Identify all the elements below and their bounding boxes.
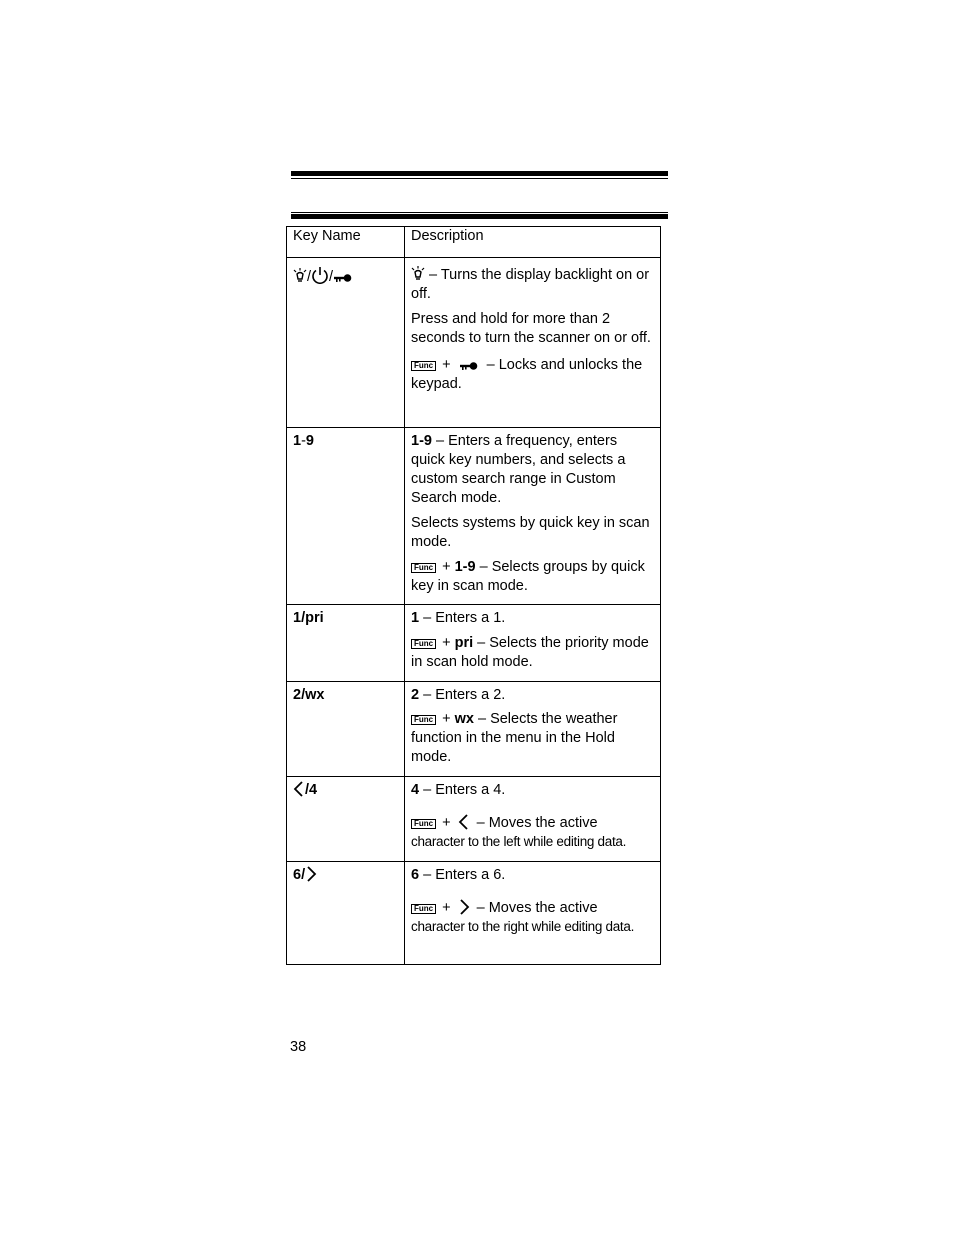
key-cell: 1/pri (287, 605, 405, 682)
key-table (286, 226, 661, 965)
func-key-icon: Func (411, 715, 436, 725)
header-description: Description (405, 227, 661, 258)
description-cell (405, 258, 661, 428)
key-cell: 1-9 (287, 428, 405, 605)
chevron-right-icon (305, 866, 317, 882)
table-row (287, 777, 661, 862)
chevron-right-icon (458, 899, 470, 915)
func-key-icon: Func (411, 639, 436, 649)
page-number: 38 (290, 1039, 307, 1055)
table-row (287, 862, 661, 965)
chevron-left-icon (458, 814, 470, 830)
light-icon (293, 268, 307, 284)
description-cell: 6 – Enters a 6. Func + – Moves the active character to the right while editing data. (405, 862, 661, 965)
description-text: – Selects the weather function in the menu in the Hold mode. (411, 711, 618, 765)
description-text: – Enters a frequency, enters quick key numbers, and selects a custom search range in Custom Search mode. (411, 433, 626, 506)
description-text: – Turns the display backlight on or off. (411, 267, 650, 302)
description-cell: 2 – Enters a 2. Func + wx – Selects the weather function in the menu in the Hold mode. (405, 682, 661, 777)
header-key-name: Key Name (287, 227, 405, 258)
table-row (287, 682, 661, 777)
description-cell: 1 – Enters a 1. Func + pri – Selects the priority mode in scan hold mode. (405, 605, 661, 682)
plus-sign: + (442, 357, 451, 373)
key-cell: /4 (287, 777, 405, 862)
description-text: Press and hold for more than 2 seconds to turn the scanner on or off. (411, 311, 651, 346)
description-text: – Enters a 4. (419, 782, 506, 798)
table-header-row (287, 227, 661, 258)
func-key-icon: Func (411, 904, 436, 914)
table-row (287, 605, 661, 682)
header-rule-thin (291, 212, 668, 213)
plus-sign: + (442, 900, 451, 916)
power-icon (311, 266, 329, 284)
top-rule-thin (291, 178, 668, 179)
key-cell: 6/ (287, 862, 405, 965)
func-key-icon: Func (411, 563, 436, 573)
description-text: Selects systems by quick key in scan mode. (411, 515, 650, 550)
description-text: character to the right while editing data. (411, 919, 635, 934)
table-row (287, 258, 661, 428)
plus-sign: + (442, 711, 451, 727)
key-separator: / (307, 269, 312, 285)
func-key-icon: Func (411, 361, 436, 371)
chevron-left-icon (293, 781, 305, 797)
description-text: – Enters a 6. (419, 867, 506, 883)
top-rule-thick (291, 171, 668, 176)
description-text: – Locks and unlocks the keypad. (411, 357, 643, 392)
plus-sign: + (442, 635, 451, 651)
description-text: – Moves the active (476, 815, 598, 831)
light-icon (411, 266, 425, 282)
description-text: – Enters a 2. (419, 687, 506, 703)
key-icon (459, 360, 479, 372)
description-text: – Selects the priority mode in scan hold mode. (411, 635, 649, 670)
table-row (287, 428, 661, 605)
description-text: – Enters a 1. (419, 610, 506, 626)
plus-sign: + (442, 815, 451, 831)
key-cell: 2/wx (287, 682, 405, 777)
description-cell: 1-9 – Enters a frequency, enters quick key numbers, and selects a custom search range in Custom Search mode. Selects systems by quick key in scan mode. Func + 1-9 – Selects groups by quick key in scan mode. (405, 428, 661, 605)
key-separator: / (329, 269, 334, 285)
description-text: character to the left while editing data. (411, 834, 627, 849)
header-rule-thick (291, 214, 668, 219)
description-text: – Selects groups by quick key in scan mode. (411, 559, 645, 594)
key-icon (333, 272, 353, 284)
func-key-icon: Func (411, 819, 436, 829)
plus-sign: + (442, 559, 451, 575)
description-cell: 4 – Enters a 4. Func + – Moves the active character to the left while editing data. (405, 777, 661, 862)
description-text: – Moves the active (476, 900, 598, 916)
key-cell (287, 258, 405, 428)
